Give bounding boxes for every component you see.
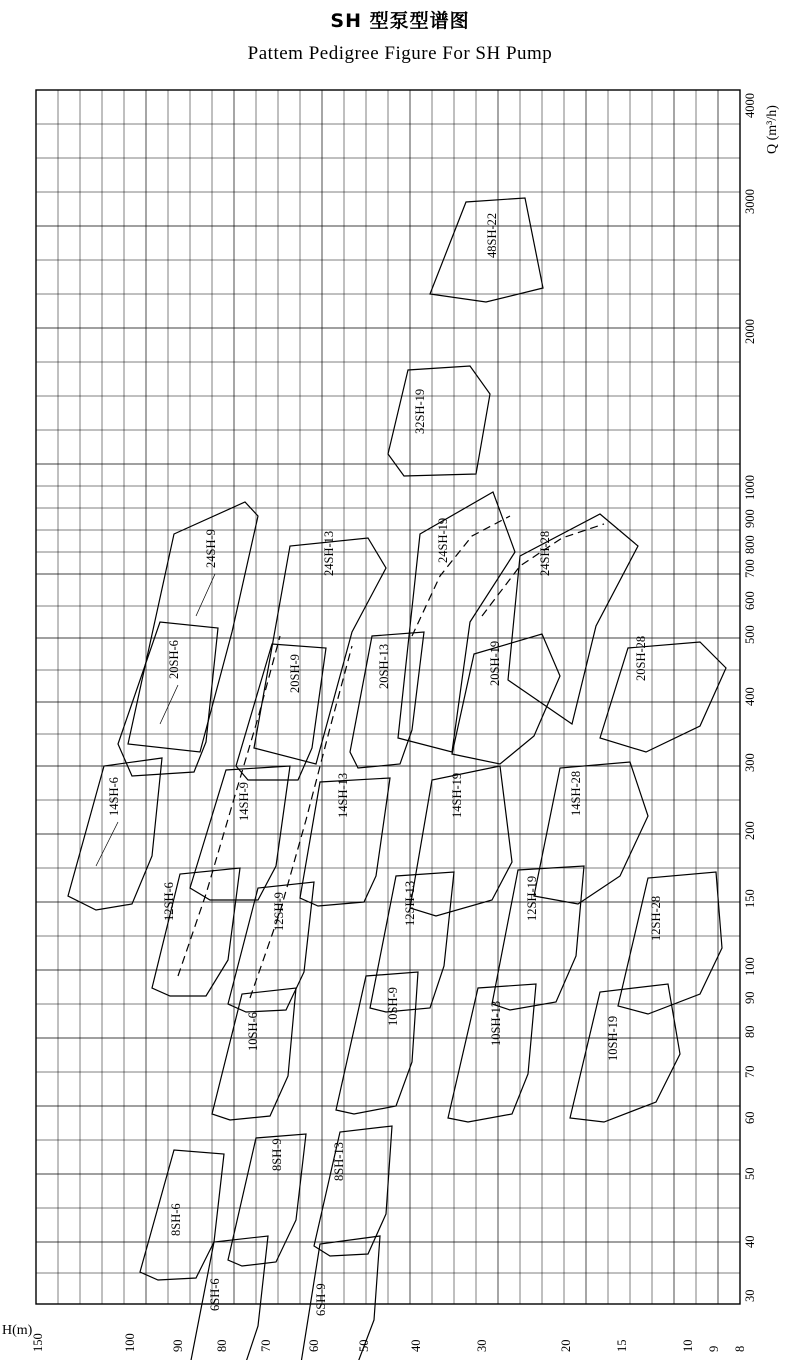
curve-label: 20SH-19	[488, 640, 502, 686]
y-tick: 200	[743, 821, 757, 840]
envelope-24SH-28	[508, 514, 638, 724]
curve-label: 20SH-28	[634, 635, 648, 681]
grid-vertical	[36, 90, 740, 1304]
curve-label: 20SH-6	[167, 640, 181, 679]
envelope-14SH-28	[534, 762, 648, 904]
curve-label: 10SH-19	[606, 1015, 620, 1061]
curve-label: 6SH-6	[208, 1278, 222, 1311]
envelope-10SH-6	[212, 988, 296, 1120]
curve-label: 14SH-13	[336, 772, 350, 818]
page-title-cn: SH 型泵型谱图	[330, 10, 470, 32]
y-tick: 700	[743, 559, 757, 578]
curve-label: 8SH-6	[169, 1203, 183, 1236]
curve-label: 20SH-13	[377, 643, 391, 689]
x-axis-ticks	[2, 1323, 747, 1352]
envelope-24SH-19	[398, 492, 515, 752]
curve-label: 14SH-9	[237, 782, 251, 821]
y-tick: 150	[743, 889, 757, 908]
y-tick: 3000	[743, 189, 757, 214]
x-tick: 9	[707, 1345, 721, 1352]
x-tick: 40	[409, 1339, 423, 1352]
curve-label: 12SH-13	[403, 880, 417, 926]
curve-label: 10SH-6	[246, 1012, 260, 1051]
curve-label: 24SH-13	[322, 530, 336, 576]
curve-label: 12SH-6	[162, 882, 176, 921]
curve-label: 14SH-28	[569, 770, 583, 816]
y-tick: 100	[743, 957, 757, 976]
curve-label: 20SH-9	[288, 654, 302, 693]
page-title-en: Pattem Pedigree Figure For SH Pump	[247, 43, 553, 64]
y-axis-title: Q (m³/h)	[765, 105, 780, 154]
curve-label: 24SH-9	[204, 529, 218, 568]
y-tick: 2000	[743, 319, 757, 344]
curve-label: 24SH-19	[436, 517, 450, 563]
y-tick: 40	[743, 1235, 757, 1248]
curve-label: 8SH-13	[332, 1142, 346, 1181]
y-tick: 50	[743, 1167, 757, 1180]
y-tick: 500	[743, 625, 757, 644]
y-tick: 70	[743, 1065, 757, 1078]
x-tick: 30	[475, 1339, 489, 1352]
x-tick: 70	[259, 1339, 273, 1352]
y-tick: 4000	[743, 93, 757, 118]
curve-labels	[107, 213, 663, 1316]
envelope-10SH-19	[570, 984, 680, 1122]
x-tick: 150	[31, 1333, 45, 1352]
y-axis-ticks	[743, 93, 780, 1302]
chart-title-block	[0, 0, 800, 65]
curve-label: 10SH-9	[386, 987, 400, 1026]
envelope-10SH-9	[336, 972, 418, 1114]
envelope-32SH-19	[388, 366, 490, 476]
curve-label: 24SH-28	[538, 530, 552, 576]
y-tick: 400	[743, 687, 757, 706]
y-tick: 90	[743, 991, 757, 1004]
curve-label: 48SH-22	[485, 212, 499, 258]
x-tick: 100	[123, 1333, 137, 1352]
y-tick: 600	[743, 591, 757, 610]
x-tick: 50	[357, 1339, 371, 1352]
envelope-24SH-9	[128, 502, 258, 752]
curve-label: 32SH-19	[413, 388, 427, 434]
curve-label: 12SH-28	[649, 895, 663, 941]
y-tick: 300	[743, 753, 757, 772]
curve-label: 6SH-9	[314, 1283, 328, 1316]
curve-label: 10SH-13	[489, 1000, 503, 1046]
curve-label: 8SH-9	[270, 1138, 284, 1171]
pump-pedigree-chart	[0, 76, 800, 1360]
x-tick: 20	[559, 1339, 573, 1352]
x-axis-title: H(m)	[2, 1323, 33, 1338]
y-tick: 1000	[743, 475, 757, 500]
x-tick: 10	[681, 1339, 695, 1352]
curve-label: 14SH-6	[107, 777, 121, 816]
pump-envelopes	[68, 198, 726, 1360]
y-tick: 800	[743, 535, 757, 554]
curve-label: 12SH-9	[272, 892, 286, 931]
envelope-20SH-9	[236, 644, 326, 780]
x-tick: 80	[215, 1339, 229, 1352]
x-tick: 60	[307, 1339, 321, 1352]
y-tick: 900	[743, 509, 757, 528]
envelope-20SH-28	[600, 642, 726, 752]
x-tick: 15	[615, 1339, 629, 1352]
x-tick: 90	[171, 1339, 185, 1352]
y-tick: 80	[743, 1025, 757, 1038]
envelope-20SH-19	[452, 634, 560, 764]
curve-label: 12SH-19	[525, 875, 539, 921]
envelope-12SH-9	[228, 882, 314, 1012]
y-tick: 60	[743, 1111, 757, 1124]
y-tick: 30	[743, 1289, 757, 1302]
curve-label: 14SH-19	[450, 772, 464, 818]
x-tick: 8	[733, 1345, 747, 1352]
